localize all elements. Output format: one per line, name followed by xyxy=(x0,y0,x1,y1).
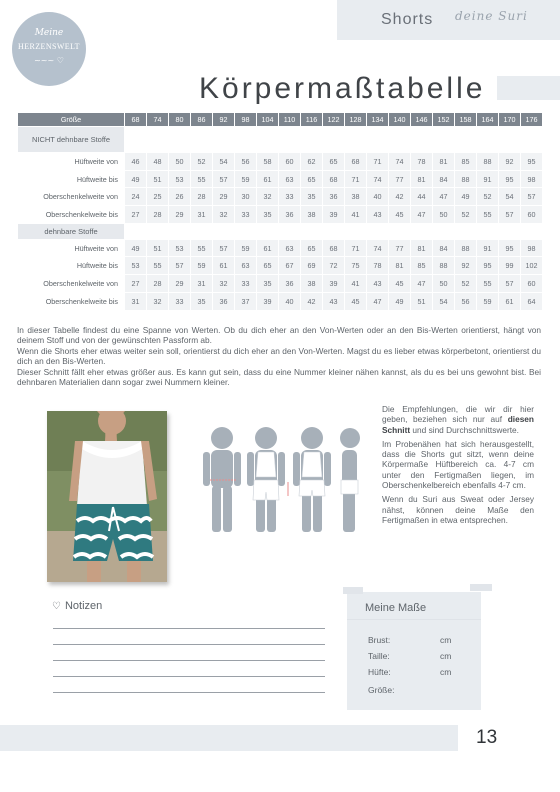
table-cell: 92 xyxy=(455,257,477,275)
table-spacer-cell xyxy=(169,127,191,153)
size-column-header: 74 xyxy=(147,113,169,127)
table-cell: 55 xyxy=(191,239,213,257)
table-cell: 47 xyxy=(411,275,433,293)
table-spacer-cell xyxy=(169,223,191,239)
table-cell: 99 xyxy=(499,257,521,275)
table-cell: 47 xyxy=(367,292,389,310)
size-column-header: 98 xyxy=(235,113,257,127)
size-column-header: 68 xyxy=(125,113,147,127)
table-cell: 39 xyxy=(323,275,345,293)
size-column-header: 164 xyxy=(477,113,499,127)
card-title: Meine Maße xyxy=(365,602,427,614)
table-cell: 65 xyxy=(301,170,323,188)
size-column-header: 140 xyxy=(389,113,411,127)
table-cell: 38 xyxy=(301,275,323,293)
table-spacer-cell xyxy=(477,223,499,239)
table-cell: 72 xyxy=(323,257,345,275)
note-line[interactable] xyxy=(53,628,325,629)
table-cell: 60 xyxy=(279,153,301,171)
note-line[interactable] xyxy=(53,692,325,693)
row-label: Oberschenkelweite bis xyxy=(18,292,125,310)
table-cell: 56 xyxy=(455,292,477,310)
logo-wordmark: HERZENSWELT xyxy=(18,42,80,51)
table-cell: 46 xyxy=(125,153,147,171)
table-cell: 88 xyxy=(455,170,477,188)
table-cell: 52 xyxy=(455,206,477,224)
table-cell: 45 xyxy=(389,206,411,224)
fit-recommendations xyxy=(382,404,534,529)
note-line[interactable] xyxy=(53,644,325,645)
table-row xyxy=(18,239,543,257)
table-spacer-cell xyxy=(235,127,257,153)
table-cell: 33 xyxy=(235,275,257,293)
emphasis: diesen Schnitt xyxy=(382,414,534,435)
table-cell: 69 xyxy=(301,257,323,275)
page-number: 13 xyxy=(476,727,498,748)
body-figures-illustration xyxy=(200,422,370,534)
section-title: Shorts xyxy=(381,11,434,28)
table-cell: 49 xyxy=(455,188,477,206)
table-cell: 31 xyxy=(125,292,147,310)
table-cell: 55 xyxy=(191,170,213,188)
table-cell: 91 xyxy=(477,170,499,188)
table-cell: 53 xyxy=(169,239,191,257)
table-cell: 71 xyxy=(367,153,389,171)
measure-unit-hip[interactable]: cm xyxy=(440,667,452,677)
table-cell: 39 xyxy=(323,206,345,224)
table-cell: 74 xyxy=(367,239,389,257)
table-cell: 51 xyxy=(147,170,169,188)
notes-heading: ♡ Notizen xyxy=(52,600,103,612)
table-spacer-cell xyxy=(213,223,235,239)
heart-icon: ~~~ ♡ xyxy=(34,56,64,65)
table-cell: 57 xyxy=(521,188,543,206)
table-cell: 33 xyxy=(279,188,301,206)
tips-paragraph: Die Empfehlungen, die wir dir hier geben, beziehen sich nur auf diesen Schnitt und sind Durchschnittswerte. xyxy=(382,404,534,435)
table-cell: 102 xyxy=(521,257,543,275)
size-column-header: 158 xyxy=(455,113,477,127)
row-label: Oberschenkelweite von xyxy=(18,275,125,293)
table-cell: 77 xyxy=(389,170,411,188)
measure-label-hip: Hüfte: xyxy=(368,667,391,677)
table-body xyxy=(18,127,543,311)
intro-paragraph: Dieser Schnitt fällt eher etwas größer aus. Es kann gut sein, dass du eine Nummer kleiner nähen kannst, als du es bei uns gewohnt bist. Bei dehnbaren Materialien dann sogar zwei Nummern kleiner. xyxy=(17,366,541,388)
table-cell: 65 xyxy=(301,239,323,257)
table-cell: 54 xyxy=(499,188,521,206)
table-spacer-cell xyxy=(477,127,499,153)
page-title: Körpermaßtabelle xyxy=(199,72,486,105)
table-cell: 95 xyxy=(477,257,499,275)
table-cell: 59 xyxy=(191,257,213,275)
measure-label-waist: Taille: xyxy=(368,651,390,661)
measure-unit-chest[interactable]: cm xyxy=(440,635,452,645)
table-cell: 49 xyxy=(125,239,147,257)
table-cell: 50 xyxy=(433,206,455,224)
measure-label-chest: Brust: xyxy=(368,635,391,645)
pin-icon: ♡ xyxy=(52,601,61,612)
table-cell: 51 xyxy=(147,239,169,257)
table-cell: 60 xyxy=(521,206,543,224)
measure-unit-waist[interactable]: cm xyxy=(440,651,452,661)
table-cell: 57 xyxy=(499,275,521,293)
size-column-header: 92 xyxy=(213,113,235,127)
table-cell: 43 xyxy=(367,206,389,224)
table-spacer-cell xyxy=(433,223,455,239)
table-cell: 61 xyxy=(213,257,235,275)
table-cell: 50 xyxy=(169,153,191,171)
table-cell: 78 xyxy=(367,257,389,275)
table-cell: 59 xyxy=(235,239,257,257)
table-cell: 88 xyxy=(433,257,455,275)
table-cell: 61 xyxy=(499,292,521,310)
table-cell: 77 xyxy=(389,239,411,257)
table-spacer-cell xyxy=(125,127,147,153)
table-cell: 45 xyxy=(389,275,411,293)
table-cell: 58 xyxy=(257,153,279,171)
table-cell: 56 xyxy=(235,153,257,171)
table-cell: 32 xyxy=(257,188,279,206)
table-cell: 55 xyxy=(477,275,499,293)
my-measures-card xyxy=(347,592,481,710)
table-spacer-cell xyxy=(147,223,169,239)
table-spacer-cell xyxy=(235,223,257,239)
table-cell: 81 xyxy=(433,153,455,171)
brand-logo xyxy=(12,12,86,86)
table-cell: 55 xyxy=(477,206,499,224)
table-cell: 55 xyxy=(147,257,169,275)
table-cell: 63 xyxy=(279,239,301,257)
table-cell: 27 xyxy=(125,275,147,293)
table-spacer-cell xyxy=(411,127,433,153)
table-cell: 54 xyxy=(213,153,235,171)
size-column-header: 116 xyxy=(301,113,323,127)
table-spacer-cell xyxy=(323,223,345,239)
table-cell: 38 xyxy=(301,206,323,224)
table-cell: 57 xyxy=(213,239,235,257)
table-cell: 36 xyxy=(279,206,301,224)
table-cell: 53 xyxy=(169,170,191,188)
table-cell: 63 xyxy=(235,257,257,275)
table-spacer-cell xyxy=(521,223,543,239)
table-header-row xyxy=(18,113,543,127)
size-column-header: 110 xyxy=(279,113,301,127)
table-cell: 68 xyxy=(323,170,345,188)
table-spacer-cell xyxy=(389,127,411,153)
table-cell: 37 xyxy=(235,292,257,310)
table-cell: 29 xyxy=(169,206,191,224)
table-cell: 31 xyxy=(191,206,213,224)
table-cell: 68 xyxy=(323,239,345,257)
table-cell: 68 xyxy=(345,153,367,171)
table-spacer-cell xyxy=(389,223,411,239)
table-cell: 59 xyxy=(477,292,499,310)
table-cell: 78 xyxy=(411,153,433,171)
table-cell: 35 xyxy=(191,292,213,310)
table-cell: 49 xyxy=(389,292,411,310)
size-column-header: 104 xyxy=(257,113,279,127)
table-spacer-cell xyxy=(301,127,323,153)
table-cell: 95 xyxy=(499,239,521,257)
table-cell: 27 xyxy=(125,206,147,224)
table-cell: 25 xyxy=(147,188,169,206)
table-spacer-cell xyxy=(257,223,279,239)
table-cell: 52 xyxy=(477,188,499,206)
table-cell: 84 xyxy=(433,170,455,188)
table-row xyxy=(18,292,543,310)
table-cell: 71 xyxy=(345,170,367,188)
table-cell: 32 xyxy=(213,275,235,293)
section-row xyxy=(18,127,543,153)
logo-script: Meine xyxy=(34,28,64,38)
table-cell: 88 xyxy=(477,153,499,171)
table-cell: 95 xyxy=(499,170,521,188)
intro-paragraph: Wenn die Shorts eher etwas weiter sein soll, orientierst du dich eher an den Von-Werten. Magst du es lieber etwas körperbetont, orientierst du dich an den Bis-Werten. xyxy=(17,345,541,367)
table-cell: 91 xyxy=(477,239,499,257)
table-cell: 85 xyxy=(411,257,433,275)
section-label: NICHT dehnbare Stoffe xyxy=(18,127,125,153)
table-cell: 47 xyxy=(411,206,433,224)
table-cell: 57 xyxy=(499,206,521,224)
table-spacer-cell xyxy=(455,223,477,239)
table-row xyxy=(18,257,543,275)
table-cell: 98 xyxy=(521,170,543,188)
table-cell: 57 xyxy=(213,170,235,188)
table-cell: 67 xyxy=(279,257,301,275)
table-cell: 28 xyxy=(191,188,213,206)
size-column-header: 170 xyxy=(499,113,521,127)
table-cell: 52 xyxy=(191,153,213,171)
table-cell: 40 xyxy=(367,188,389,206)
table-cell: 35 xyxy=(257,206,279,224)
table-row xyxy=(18,153,543,171)
table-spacer-cell xyxy=(191,223,213,239)
table-cell: 32 xyxy=(147,292,169,310)
table-cell: 26 xyxy=(169,188,191,206)
size-column-header: 176 xyxy=(521,113,543,127)
table-spacer-cell xyxy=(257,127,279,153)
table-spacer-cell xyxy=(455,127,477,153)
table-cell: 35 xyxy=(257,275,279,293)
table-cell: 35 xyxy=(301,188,323,206)
table-cell: 41 xyxy=(345,206,367,224)
table-cell: 74 xyxy=(389,153,411,171)
table-cell: 31 xyxy=(191,275,213,293)
table-cell: 50 xyxy=(433,275,455,293)
table-cell: 52 xyxy=(455,275,477,293)
table-cell: 84 xyxy=(433,239,455,257)
table-spacer-cell xyxy=(499,127,521,153)
size-column-header: 146 xyxy=(411,113,433,127)
table-cell: 36 xyxy=(213,292,235,310)
table-cell: 44 xyxy=(411,188,433,206)
table-row xyxy=(18,275,543,293)
size-column-header: 152 xyxy=(433,113,455,127)
table-cell: 32 xyxy=(213,206,235,224)
table-spacer-cell xyxy=(433,127,455,153)
table-cell: 88 xyxy=(455,239,477,257)
table-spacer-cell xyxy=(213,127,235,153)
measurement-table xyxy=(17,112,543,311)
table-cell: 42 xyxy=(389,188,411,206)
table-cell: 42 xyxy=(301,292,323,310)
table-cell: 48 xyxy=(147,153,169,171)
size-column-header: 80 xyxy=(169,113,191,127)
size-header: Größe xyxy=(18,113,125,127)
table-cell: 33 xyxy=(169,292,191,310)
table-spacer-cell xyxy=(279,127,301,153)
table-row xyxy=(18,206,543,224)
table-cell: 95 xyxy=(521,153,543,171)
row-label: Hüftweite von xyxy=(18,153,125,171)
size-column-header: 122 xyxy=(323,113,345,127)
table-spacer-cell xyxy=(125,223,147,239)
table-spacer-cell xyxy=(323,127,345,153)
table-cell: 43 xyxy=(367,275,389,293)
row-label: Hüftweite von xyxy=(18,239,125,257)
table-cell: 38 xyxy=(345,188,367,206)
table-cell: 59 xyxy=(235,170,257,188)
note-line[interactable] xyxy=(53,676,325,677)
table-cell: 51 xyxy=(411,292,433,310)
section-label: dehnbare Stoffe xyxy=(18,223,125,239)
tape-decoration xyxy=(343,587,363,594)
table-cell: 61 xyxy=(257,239,279,257)
table-spacer-cell xyxy=(191,127,213,153)
row-label: Hüftweite bis xyxy=(18,257,125,275)
table-cell: 61 xyxy=(257,170,279,188)
size-column-header: 128 xyxy=(345,113,367,127)
table-cell: 28 xyxy=(147,206,169,224)
table-cell: 81 xyxy=(411,239,433,257)
table-cell: 40 xyxy=(279,292,301,310)
table-cell: 33 xyxy=(235,206,257,224)
table-row xyxy=(18,188,543,206)
intro-paragraph: In dieser Tabelle findest du eine Spanne von Werten. Ob du dich eher an den Von-Werten oder an den Bis-Werten orientierst, hängt von deinem Stoff und von der gewünschten Passform ab. xyxy=(17,325,541,346)
table-cell: 49 xyxy=(125,170,147,188)
table-cell: 28 xyxy=(147,275,169,293)
table-cell: 74 xyxy=(367,170,389,188)
footer-band xyxy=(0,725,458,751)
table-cell: 29 xyxy=(169,275,191,293)
table-spacer-cell xyxy=(367,223,389,239)
table-cell: 36 xyxy=(323,188,345,206)
size-column-header: 134 xyxy=(367,113,389,127)
table-cell: 75 xyxy=(345,257,367,275)
note-line[interactable] xyxy=(53,660,325,661)
table-cell: 53 xyxy=(125,257,147,275)
size-column-header: 86 xyxy=(191,113,213,127)
title-band xyxy=(497,76,560,100)
table-cell: 63 xyxy=(279,170,301,188)
table-cell: 29 xyxy=(213,188,235,206)
measure-label-size: Größe: xyxy=(368,685,395,695)
product-photo xyxy=(47,411,167,582)
table-spacer-cell xyxy=(411,223,433,239)
row-label: Oberschenkelweite von xyxy=(18,188,125,206)
table-cell: 60 xyxy=(521,275,543,293)
table-cell: 43 xyxy=(323,292,345,310)
table-cell: 81 xyxy=(389,257,411,275)
table-cell: 81 xyxy=(411,170,433,188)
table-cell: 24 xyxy=(125,188,147,206)
table-cell: 71 xyxy=(345,239,367,257)
table-spacer-cell xyxy=(147,127,169,153)
table-spacer-cell xyxy=(279,223,301,239)
table-cell: 92 xyxy=(499,153,521,171)
table-cell: 65 xyxy=(323,153,345,171)
table-spacer-cell xyxy=(499,223,521,239)
tips-paragraph: Wenn du Suri aus Sweat oder Jersey nähst, können deine Maße den Fertigmaßen in etwa entsprechen. xyxy=(382,494,534,525)
tips-paragraph: Im Probenähen hat sich herausgestellt, dass die Shorts gut sitzt, wenn deine Körpermaße Hüftbereich ca. 4-7 cm unter den Fertigmaßen liegen, im Oberschenkelbereich ebenfalls 4-7 cm. xyxy=(382,438,534,491)
table-cell: 98 xyxy=(521,239,543,257)
table-spacer-cell xyxy=(367,127,389,153)
table-cell: 65 xyxy=(257,257,279,275)
table-cell: 30 xyxy=(235,188,257,206)
table-cell: 57 xyxy=(169,257,191,275)
intro-text xyxy=(17,325,541,387)
table-cell: 85 xyxy=(455,153,477,171)
section-row xyxy=(18,223,543,239)
table-cell: 45 xyxy=(345,292,367,310)
table-cell: 47 xyxy=(433,188,455,206)
table-cell: 54 xyxy=(433,292,455,310)
table-spacer-cell xyxy=(301,223,323,239)
table-spacer-cell xyxy=(345,223,367,239)
row-label: Oberschenkelweite bis xyxy=(18,206,125,224)
table-spacer-cell xyxy=(521,127,543,153)
table-cell: 41 xyxy=(345,275,367,293)
table-cell: 62 xyxy=(301,153,323,171)
table-cell: 39 xyxy=(257,292,279,310)
row-label: Hüftweite bis xyxy=(18,170,125,188)
pattern-name: deine Suri xyxy=(455,9,528,23)
table-row xyxy=(18,170,543,188)
table-cell: 36 xyxy=(279,275,301,293)
table-spacer-cell xyxy=(345,127,367,153)
tape-decoration xyxy=(470,584,492,591)
table-cell: 64 xyxy=(521,292,543,310)
